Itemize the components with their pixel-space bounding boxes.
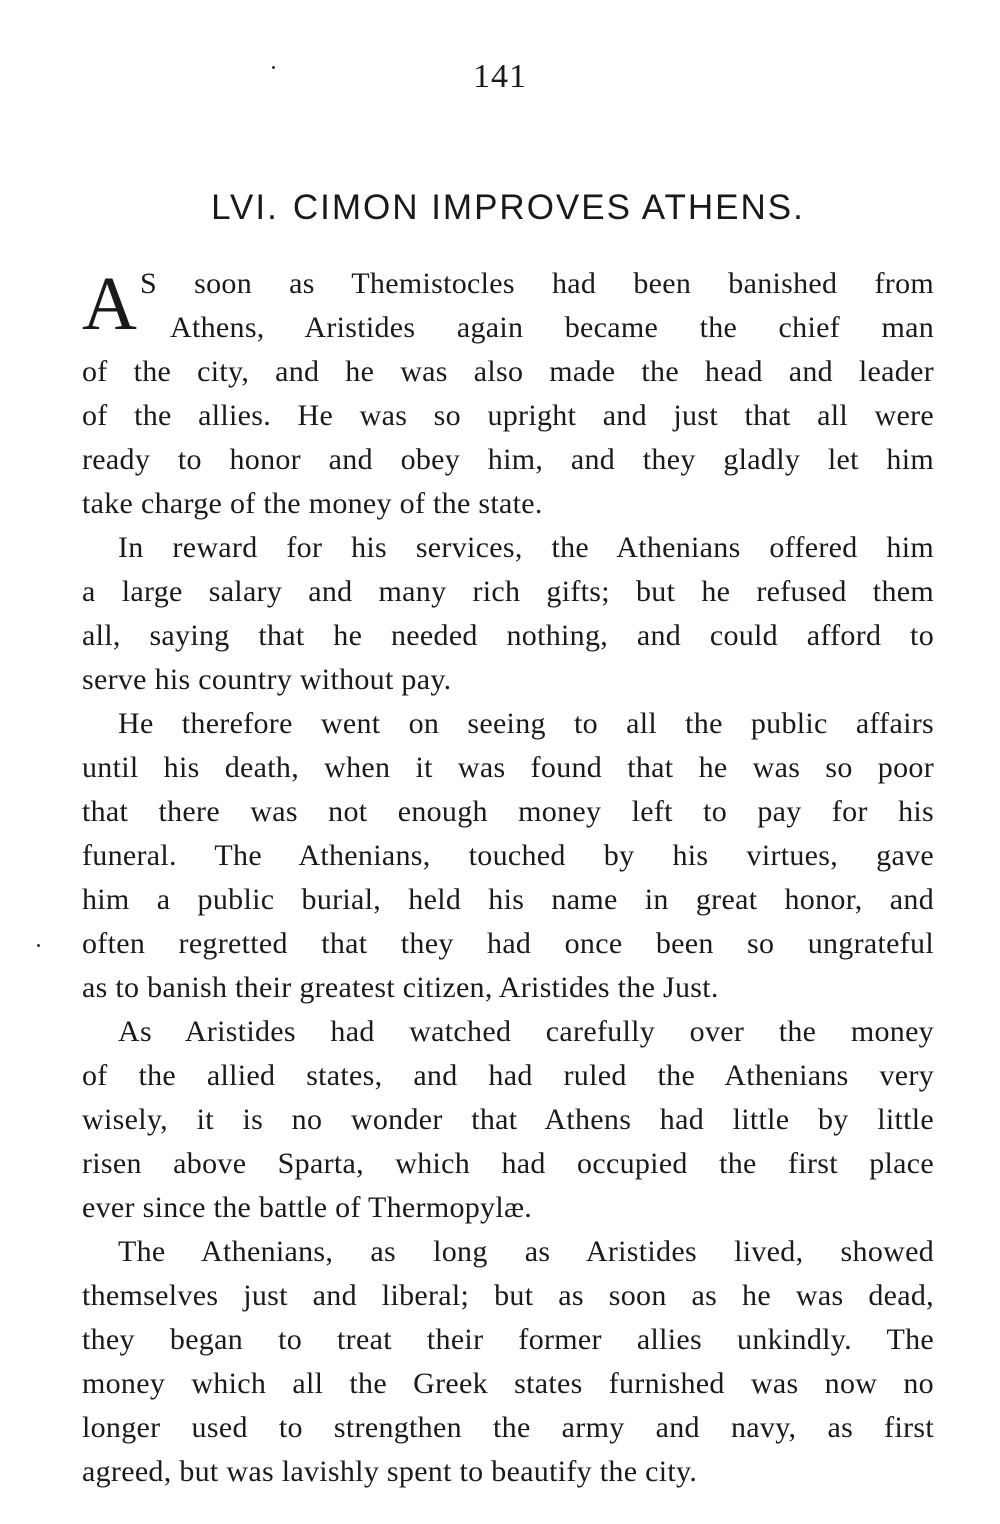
text-line: agreed, but was lavishly spent to beautify the city. — [82, 1455, 698, 1488]
drop-cap: A — [82, 262, 138, 346]
text-line: In reward for his services, the Athenians offered him — [118, 531, 934, 564]
text-line: He therefore went on seeing to all the public affairs — [118, 707, 934, 740]
text-line: S soon as Themistocles had been banished from — [140, 267, 934, 300]
text-line: wisely, it is no wonder that Athens had little by little — [82, 1103, 934, 1136]
text-line: they began to treat their former allies unkindly. The — [82, 1323, 934, 1356]
page-number: 141 — [473, 58, 527, 95]
text-line: that there was not enough money left to pay for his — [82, 795, 934, 828]
text-line: all, saying that he needed nothing, and could afford to — [82, 619, 934, 652]
chapter-body — [82, 262, 934, 1494]
text-line: of the allies. He was so upright and just that all were — [82, 399, 934, 432]
text-line: serve his country without pay. — [82, 663, 452, 696]
chapter-title-text: CIMON IMPROVES ATHENS. — [292, 188, 805, 227]
text-line: Athens, Aristides again became the chief man — [170, 311, 934, 344]
text-line: ready to honor and obey him, and they gladly let him — [82, 443, 934, 476]
text-line: of the allied states, and had ruled the Athenians very — [82, 1059, 934, 1092]
text-line: As Aristides had watched carefully over the money — [118, 1015, 934, 1048]
paragraph — [82, 702, 934, 1010]
text-line: The Athenians, as long as Aristides lived, showed — [118, 1235, 934, 1268]
text-line: funeral. The Athenians, touched by his virtues, gave — [82, 839, 934, 872]
paragraph — [82, 1010, 934, 1230]
text-line: a large salary and many rich gifts; but he refused them — [82, 575, 934, 608]
text-line: themselves just and liberal; but as soon as he was dead, — [82, 1279, 934, 1312]
paragraph — [82, 1230, 934, 1494]
chapter-title — [0, 188, 1000, 228]
text-line: him a public burial, held his name in great honor, and — [82, 883, 934, 916]
paragraph — [82, 526, 934, 702]
text-line: of the city, and he was also made the head and leader — [82, 355, 934, 388]
text-line: money which all the Greek states furnished was now no — [82, 1367, 934, 1400]
chapter-number: LVI. — [211, 188, 279, 227]
text-line: ever since the battle of Thermopylæ. — [82, 1191, 533, 1224]
print-speck — [37, 944, 40, 947]
text-line: as to banish their greatest citizen, Aristides the Just. — [82, 971, 719, 1004]
text-line: longer used to strengthen the army and navy, as first — [82, 1411, 934, 1444]
text-line: until his death, when it was found that he was so poor — [82, 751, 934, 784]
text-line: take charge of the money of the state. — [82, 487, 543, 520]
text-line: risen above Sparta, which had occupied the first place — [82, 1147, 934, 1180]
text-line: often regretted that they had once been so ungrateful — [82, 927, 934, 960]
paragraph — [82, 262, 934, 526]
